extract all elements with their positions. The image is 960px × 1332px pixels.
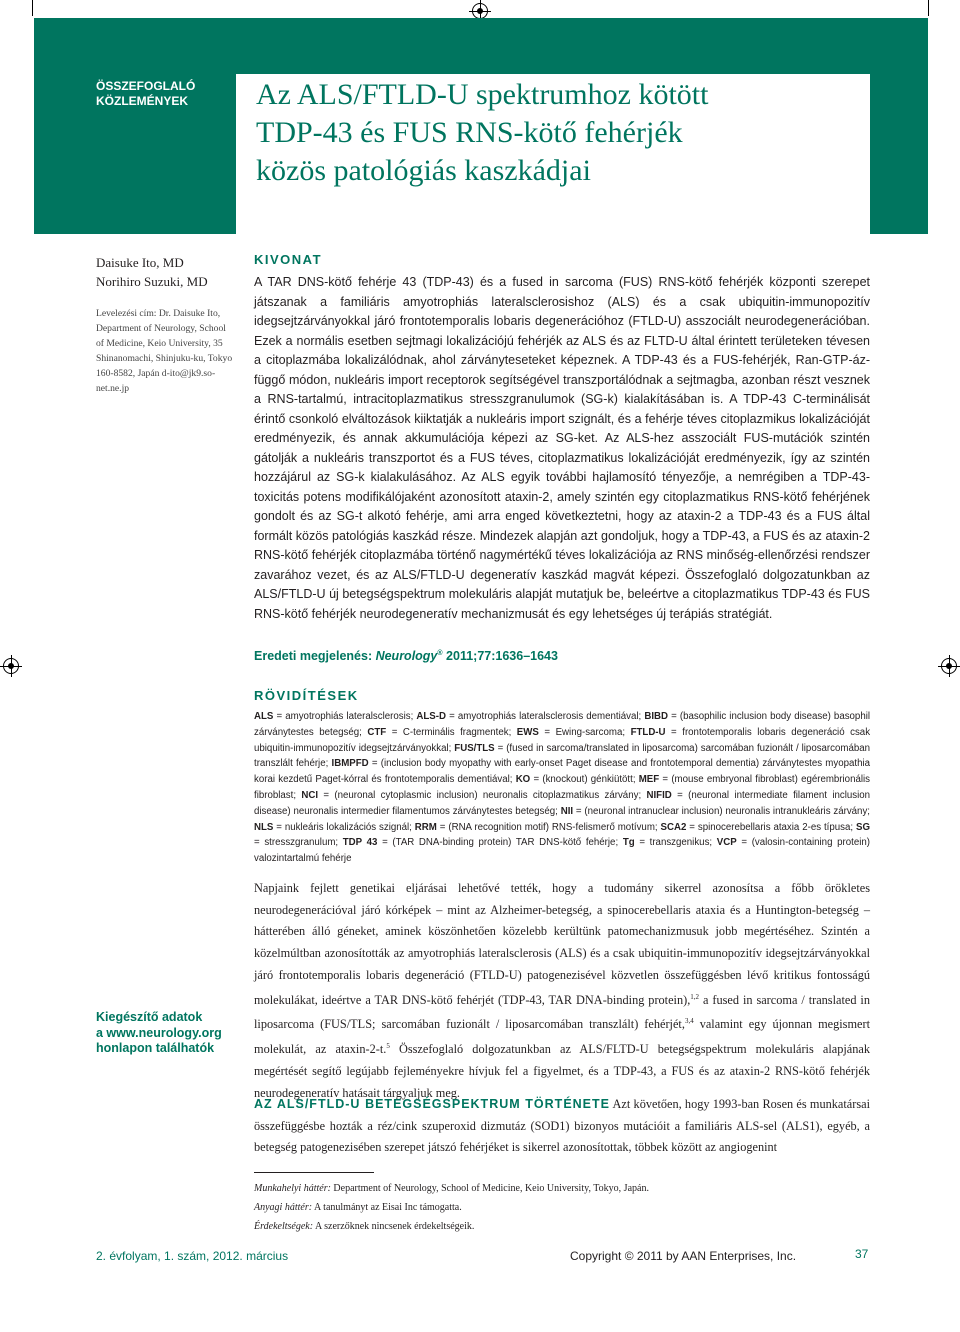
author-names: Daisuke Ito, MD Norihiro Suzuki, MD — [96, 255, 208, 289]
abbreviation-term: EWS — [516, 726, 539, 738]
citation: 5 — [386, 1042, 390, 1051]
intro-text-4: Összefoglaló dolgozatunkban az ALS/FLTD-U betegségspektrum molekuláris alapjának megértését segítő legújabb fejleményekre hívjuk fel a figyelmet, és a TDP-43, a FUS és az ataxin-2 RNS-kötő fehérjék neurodegeneratív hatásait tárgyaljuk meg. — [254, 1042, 870, 1100]
ref-prefix: Eredeti megjelenés: — [254, 649, 376, 663]
citation: 3,4 — [684, 1017, 694, 1026]
funding-label: Anyagi háttér: — [254, 1202, 313, 1213]
history-heading: AZ ALS/FTLD-U BETEGSÉGSPEKTRUM TÖRTÉNETE — [254, 1097, 610, 1111]
abbreviation-term: MEF — [638, 774, 660, 786]
abbreviation-term: FUS/TLS — [454, 742, 495, 754]
abbreviation-term: SCA2 — [660, 821, 687, 833]
abstract-body: A TAR DNS-kötő fehérje 43 (TDP-43) és a fused in sarcoma (FUS) RNS-kötő fehérjék központi szerepet játszanak a familiáris amyotrophiás lateralsclerosishoz (ALS) és a csak ubiquitin-immunopozitív idegsejtzárványokkal járó frontotemporalis lobaris degenerációhoz (FTLD-U) asszociált neurodegenerációban. Ezek a normális esetben sejtmagi lokalizációjú fehérjék az ALS és az FLTD-U által érintett területeken tévesen a citoplazmába lokalizálódnak, ahol zárványteseteket képeznek. A TDP-43 és a FUS-fehérjék, Ran-GTP-áz-függő módon, nukleáris import receptorok segítségével transzportálódnak a sejtmagba, azonban részt vesznek a RNS-tartalmú, intracitoplazmatikus stresszgranulumok (SG-k) kialakításában is. A TDP-43 C-terminálisát érintő csonkoló elváltozások kiiktatják a nukleáris import szignált, és a fehérje téves citoplazmikus lokalizációját eredményezik, és annak akkumulációja képezi az SG-ket. Az ALS-hez asszociált FUS-mutációk szintén gátolják a nukleáris transzportot és a FUS téves, citoplazmatikus lokalizációját eredményezik, így az szintén hozzájárul az SG-k kialakulásához. Az ALS egyik további hajlamosító tényezője, a nemrégiben a TDP-43-toxicitás potens modifikálójaként azonosított ataxin-2, amely szintén egy citoplazmatikus RNS-kötő fehérjének gondolt és az SG-t alkotó fehérje, ami arra enged következtetni, hogy az ataxin-2 a TDP-43 és a FUS által formált közös patológiás kaszkád része. Mindezek alapján azt gondoljuk, hogy a TDP-43, a FUS és az ataxin-2 RNS-kötő fehérjék citoplazmába történő nagymértékű téves lokalizációja az RNS minőség-ellenőrzési rendszer zavarához vezet, és az ALS/FTLD-U degeneratív kaszkád magvát képezi. Összefoglaló dolgozatunkban az ALS/FTLD-U új betegségspektrum molekuláris alapját mutatjuk be, beleértve a citoplazmatikus TDP-43 és FUS RNS-kötő fehérjék neurodegeneratív mechanizmusát és egy lehetséges új terápiás stratégiát. — [254, 275, 870, 621]
footer-issue: 2. évfolyam, 1. szám, 2012. március — [96, 1249, 289, 1263]
disclosure-note — [254, 1217, 870, 1236]
funding-note — [254, 1198, 870, 1217]
abbreviation-term: TDP 43 — [342, 837, 378, 849]
registration-mark-right-icon — [941, 658, 957, 674]
section-tag: ÖSSZEFOGLALÓ KÖZLEMÉNYEK — [96, 79, 196, 108]
history-body: Azt követően, hogy 1993-ban Rosen és munkatársai összefüggésbe hozták a réz/cink szuperoxid dizmutáz (SOD1) bizonyos mutációit a familiáris ALS-sel (ALS1), egyéb, a betegség patogenezisében szerepet játszó fehérjéket is sikerrel azonosítottak, többek között az angiogenint — [254, 1097, 870, 1155]
abbreviation-term: SG — [855, 821, 870, 833]
abbreviation-term: FTLD-U — [630, 726, 666, 738]
intro-text-3: valamint egy újonnan megismert molekulát, az ataxin-2-t. — [254, 1017, 870, 1057]
intro-text-1: Napjaink fejlett genetikai eljárásai lehetővé tették, hogy a tudomány sikerrel azonosítsa a főbb örökletes neurodegenerációval járó kórképek – mint az Alzheimer-betegség, a spinocerebellaris ataxia és a Huntington-betegség – hátterében álló géneket, aminek köszönhetően közelebb kerültünk patomechanizmusuk jobb megértéséhez. Szintén a közelmúltban azonosították az amyotrophiás lateralsclerosis (ALS) és a csak ubiquitin-immunopozitív idegsejtzárványokkal járó frontotemporalis lobaris degeneráció (FTLD-U) patogenezisével közvetlen összefüggésben lévő kritikus fontosságú molekulákat, ideértve a TAR DNS-kötő fehérjét (TDP-43, TAR DNA-binding protein), — [254, 881, 870, 1007]
correspondence-address: Levelezési cím: Dr. Daisuke Ito, Department of Neurology, School of Medicine, Keio University, 35 Shinanomachi, Shinjuku-ku, Tokyo 160-8582, Japán d-ito@jk9.so-net.ne.jp — [96, 308, 233, 394]
abbreviation-term: BIBD — [644, 711, 669, 722]
intro-paragraph — [254, 878, 870, 1104]
abbreviation-definition: (TAR DNA-binding protein) TAR DNS-kötő fehérje — [392, 837, 616, 849]
ref-journal: Neurology — [375, 649, 438, 663]
footnote-rule — [254, 1172, 374, 1173]
abbreviation-definition: C-terminális fragmentek — [402, 726, 509, 738]
abbreviation-definition: (mouse embryonal fibroblast) egérembrionális fibroblast — [254, 774, 870, 801]
abbreviation-definition: (RNA recognition motif) RNS-felismerő motívum — [448, 821, 655, 833]
abbreviation-term: CTF — [367, 726, 387, 738]
abbreviation-term: ALS — [254, 711, 274, 722]
abbreviation-definition: Ewing-sarcoma — [555, 726, 623, 738]
page-number: 37 — [855, 1247, 869, 1261]
abbreviation-term: KO — [515, 774, 531, 786]
affiliation-label: Munkahelyi háttér: — [254, 1183, 331, 1194]
abbreviation-definition: (neuronal intermediate filament inclusion disease) neuronalis intermedier filamentumos zárványtestes betegség — [254, 789, 871, 817]
abbreviation-term: Tg — [622, 837, 635, 849]
abbreviation-term: RRM — [414, 821, 437, 833]
ref-suffix: 2011;77:1636–1643 — [442, 649, 558, 663]
article-title: Az ALS/FTLD-U spektrumhoz kötött TDP-43 és FUS RNS-kötő fehérjék közös patológiás kaszkádjai — [256, 78, 709, 187]
abbreviation-definition: amyotrophiás lateralsclerosis — [285, 711, 411, 722]
abbreviation-definition: (basophilic inclusion body disease) basophil zárványtestes betegség — [254, 711, 871, 738]
abbreviations-heading: RÖVIDÍTÉSEK — [254, 688, 359, 703]
original-publication-reference — [254, 649, 558, 663]
funding-text: A tanulmányt az Eisai Inc támogatta. — [312, 1202, 462, 1213]
abstract-heading: KIVONAT — [254, 252, 323, 267]
abbreviation-term: IBMPFD — [331, 758, 369, 770]
abbreviation-definition: (knockout) génkiütött — [542, 774, 633, 786]
abbreviation-definition: (neuronal intranuclear inclusion) neuronalis intranukleáris zárvány — [584, 805, 868, 817]
affiliation-note — [254, 1179, 870, 1198]
history-section — [254, 1094, 870, 1159]
crop-mark-top-right — [928, 0, 929, 16]
citation: 1,2 — [690, 992, 700, 1001]
abbreviations-list: ALS = amyotrophiás lateralsclerosis; ALS-D = amyotrophiás lateralsclerosis dementiával; BIBD = (basophilic inclusion body disease) basophil zárványtestes betegség; CTF = C-terminális fragmentek; EWS = Ewing-sarcoma; FTLD-U = frontotemporalis lobaris degeneráció csak ubiquitin-immunopozitív idegsejtzárványokkal; FUS/TLS = (fused in sarcoma/translated in liposarcoma) sarcomában fuzionált / liposarcomában transzlált fehérje; IBMPFD = (inclusion body myopathy with early-onset Paget disease and frontotemporal dementia) zárványtestes myopathia korai kezdetű Paget-kórral és frontotemporalis dementiával; KO = (knockout) génkiütött; MEF = (mouse embryonal fibroblast) egérembrionális fibroblast; NCI = (neuronal cytoplasmic inclusion) neuronalis citoplazmatikus zárvány; NIFID = (neuronal intermediate filament inclusion disease) neuronalis intermedier filamentumos zárványtestes betegség; NII = (neuronal intranuclear inclusion) neuronalis intranukleáris zárvány; NLS = nukleáris lokalizációs szignál; RRM = (RNA recognition motif) RNS-felismerő motívum; SCA2 = spinocerebellaris ataxia 2-es típusa; SG = stresszgranulum; TDP 43 = (TAR DNA-binding protein) TAR DNS-kötő fehérje; Tg = transzgenikus; VCP = (valosin-containing protein) valozintartalmú fehérje — [254, 711, 871, 865]
intro-text-2: a fused in sarcoma / translated in liposarcoma (FUS/TLS; sarcomában fuzionált / liposarcomában transzlált) fehérjét, — [254, 992, 870, 1032]
ref-mark: ® — [437, 649, 443, 657]
abbreviation-definition: transzgenikus — [649, 837, 710, 849]
abbreviation-definition: (fused in sarcoma/translated in liposarcoma) sarcomában fuzionált / liposarcomában transzlált fehérje — [254, 742, 871, 770]
disclosure-label: Érdekeltségek: — [254, 1221, 314, 1232]
abbreviation-term: NII — [560, 805, 574, 817]
registration-mark-left-icon — [3, 658, 19, 674]
abbreviation-definition: nukleáris lokalizációs szignál — [284, 821, 410, 833]
affiliation-text: Department of Neurology, School of Medicine, Keio University, Tokyo, Japán. — [330, 1183, 649, 1194]
disclosure-text: A szerzőknek nincsenek érdekeltségeik. — [313, 1221, 475, 1232]
abbreviation-definition: (neuronal cytoplasmic inclusion) neuronalis citoplazmatikus zárvány — [334, 789, 639, 801]
footer-copyright: Copyright © 2011 by AAN Enterprises, Inc. — [570, 1249, 797, 1263]
abbreviation-definition: (inclusion body myopathy with early-onset Paget disease and frontotemporal dementia) zárványtestes myopathia korai kezdetű Paget-kórral és frontotemporalis dementiával — [254, 758, 870, 786]
abbreviation-definition: spinocerebellaris ataxia 2-es típusa — [697, 821, 851, 833]
abbreviation-term: VCP — [716, 837, 737, 849]
abbreviation-definition: (valosin-containing protein) valozintartalmú fehérje — [254, 837, 870, 865]
abbreviation-term: NCI — [301, 789, 319, 801]
abbreviation-term: NIFID — [646, 789, 672, 801]
abbreviation-definition: amyotrophiás lateralsclerosis dementiával — [457, 711, 639, 722]
abbreviation-definition: stresszgranulum — [264, 837, 336, 849]
abbreviation-term: NLS — [254, 821, 274, 833]
crop-mark-top-left — [32, 0, 33, 16]
abbreviation-definition: frontotemporalis lobaris degeneráció csak ubiquitin-immunopozitív idegsejtzárványokkal — [254, 726, 871, 754]
registration-mark-top-icon — [472, 3, 488, 19]
supplementary-data-note: Kiegészítő adatok a www.neurology.org honlapon találhatók — [96, 1010, 222, 1055]
abbreviation-term: ALS-D — [416, 711, 446, 722]
footnotes — [254, 1179, 870, 1236]
